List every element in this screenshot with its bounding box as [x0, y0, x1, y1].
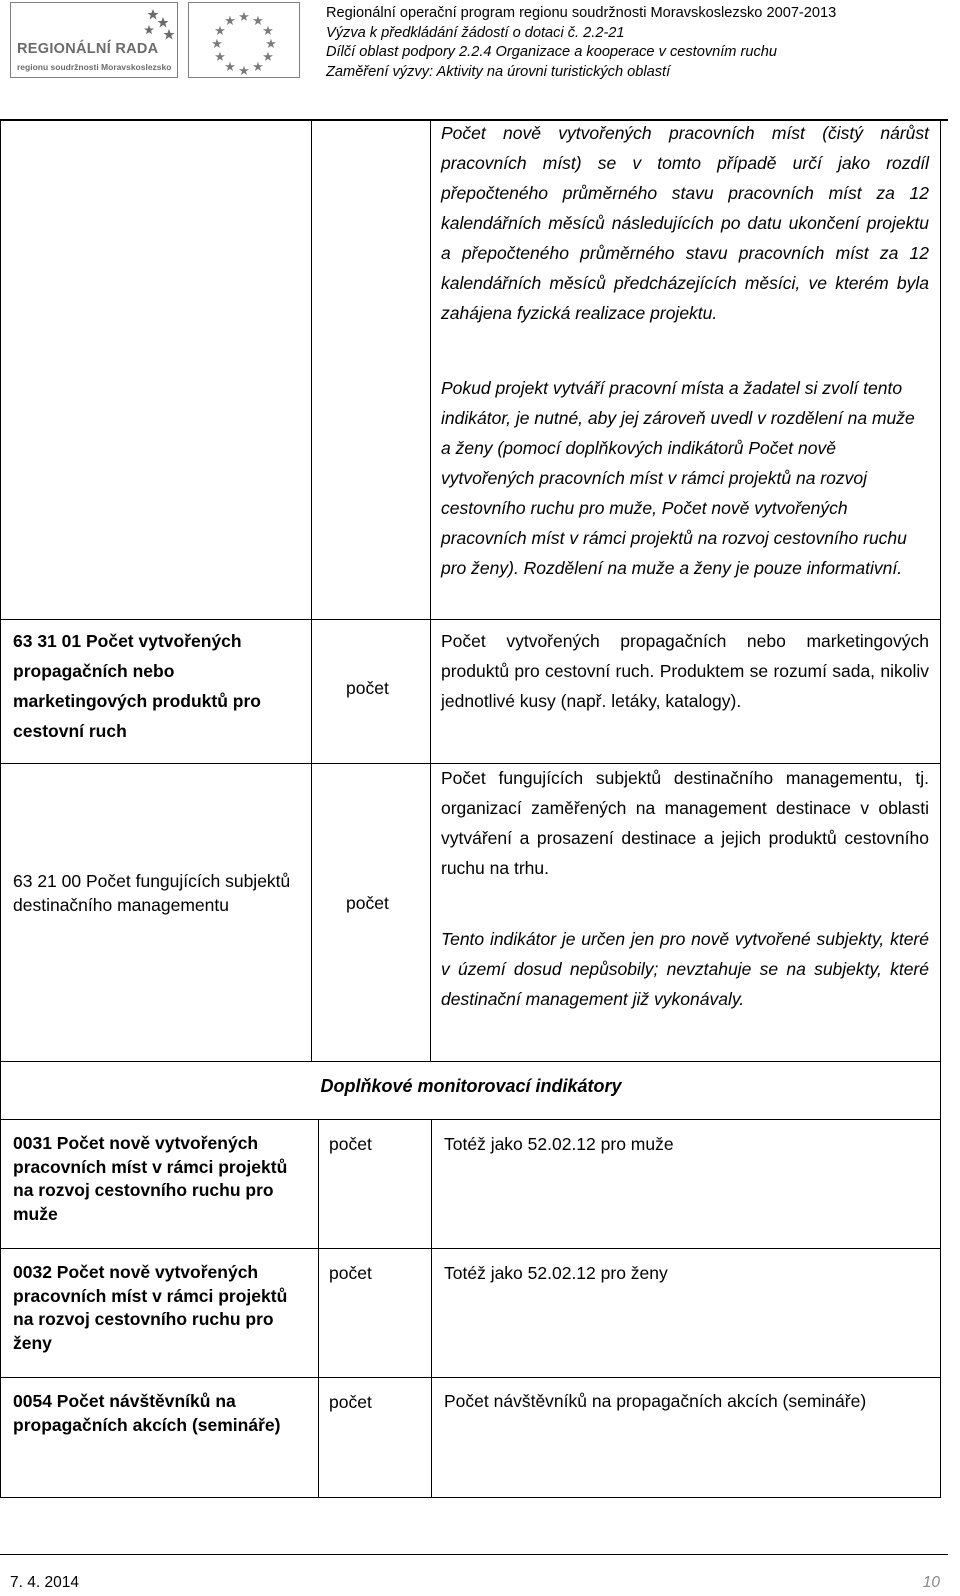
table-row-1-desc: [431, 620, 941, 764]
table-row-0-unit: [312, 121, 431, 620]
supplementary-heading: Doplňkové monitorovací indikátory: [320, 1076, 622, 1096]
supp-row-1-unit: počet: [329, 1263, 372, 1283]
row-1-description: Počet vytvořených propagačních nebo marketingových produktů pro cestovní ruch. Produktem se rozumí sada, nikoliv jednotlivé kusy (např. letáky, katalogy).: [441, 631, 929, 711]
table-row-1-name: [1, 620, 312, 764]
table-row-0-name: [1, 121, 312, 620]
supp-row-1-indicator-name: 0032 Počet nově vytvořených pracovních míst v rámci projektů na rozvoj cestovního ruchu pro ženy: [13, 1262, 288, 1353]
header-line-1: Regionální operační program regionu soudržnosti Moravskoslezsko 2007-2013: [326, 5, 837, 21]
table-row-2-name: [1, 764, 312, 1062]
supp-row-2-description: Počet návštěvníků na propagačních akcích (semináře): [444, 1391, 867, 1411]
table-row-0-desc: [431, 121, 941, 620]
eu-flag-logo: [188, 2, 300, 78]
svg-text:★: ★: [211, 37, 223, 52]
svg-text:★: ★: [224, 14, 236, 29]
regional-council-logo: [10, 2, 178, 78]
row-1-indicator-name: 63 31 01 Počet vytvořených propagačních nebo marketingových produktů pro cestovní ruch: [13, 631, 261, 741]
svg-text:★: ★: [214, 50, 226, 65]
supp-row-2-unit: počet: [329, 1392, 372, 1412]
header-line-3: Dílčí oblast podpory 2.2.4 Organizace a kooperace v cestovním ruchu: [326, 44, 778, 60]
row-2-description: Počet fungujících subjektů destinačního managementu, tj. organizací zaměřených na management destinace v oblasti vytváření a prosazení destinace a jejich produktů cestovního ruchu na trhu.: [441, 768, 929, 878]
row-0-paragraph-1: Počet nově vytvořených pracovních míst (čistý nárůst pracovních míst) se v tomto případě určí jako rozdíl přepočteného průměrného stavu pracovních míst za 12 kalendářních měsíců následujících po datu ukončení projektu a přepočteného průměrného stavu pracovních míst za 12 kalendářních měsíců předcházejících měsíci, ve kterém byla zahájena fyzická realizace projektu.: [441, 123, 929, 323]
header-line-2: Výzva k předkládání žádostí o dotaci č. 2.2-21: [326, 24, 625, 41]
header-line-4: Zaměření výzvy: Aktivity na úrovni turistických oblastí: [326, 63, 671, 80]
supp-row-2-unit: [319, 1378, 432, 1498]
supplementary-heading-box: [0, 1062, 941, 1120]
supplementary-heading-cell: [1, 1062, 941, 1120]
supp-row-0-desc: [432, 1120, 941, 1249]
page-header: [0, 0, 960, 86]
logo-title: REGIONÁLNÍ RADA: [17, 41, 159, 57]
svg-text:★: ★: [238, 10, 250, 25]
logo-subtitle: regionu soudržnosti Moravskoslezsko: [17, 62, 172, 72]
row-0-paragraph-2: Pokud projekt vytváří pracovní místa a žadatel si zvolí tento indikátor, je nutné, aby jej zároveň uvedl v rozdělení na muže a ženy (pomocí doplňkových indikátorů Počet nově vytvořených pracovních míst v rámci projektů na rozvoj cestovního ruchu pro muže, Počet nově vytvořených pracovních míst v rámci projektů na rozvoj cestovního ruchu pro ženy). Rozdělení na muže a ženy je pouze informativní.: [441, 378, 915, 578]
supp-row-1-name: [1, 1249, 319, 1378]
header-text: [326, 4, 836, 82]
supp-row-0-name: [1, 1120, 319, 1249]
row-1-unit: počet: [346, 678, 389, 698]
supp-row-0-indicator-name: 0031 Počet nově vytvořených pracovních míst v rámci projektů na rozvoj cestovního ruchu pro muže: [13, 1133, 288, 1224]
table-row-1-unit: [312, 620, 431, 764]
svg-text:★: ★: [265, 37, 277, 52]
supp-row-1-description: Totéž jako 52.02.12 pro ženy: [444, 1263, 668, 1283]
supp-row-1-desc: [432, 1249, 941, 1378]
supp-row-2-name: [1, 1378, 319, 1498]
supp-row-0-unit: počet: [329, 1134, 372, 1154]
svg-text:★: ★: [252, 14, 264, 29]
svg-text:★: ★: [262, 24, 274, 39]
row-2-note: Tento indikátor je určen jen pro nově vytvořené subjekty, které v území dosud nepůsobily; nevztahuje se na subjekty, které destinační management již vykonávaly.: [441, 929, 929, 1009]
row-2-unit: počet: [346, 893, 389, 913]
table-row-2-desc: [431, 764, 941, 1062]
row-2-indicator-name: 63 21 00 Počet fungujících subjektů destinačního managementu: [13, 871, 291, 915]
table-row-2-unit: [312, 764, 431, 1062]
svg-text:★: ★: [214, 24, 226, 39]
supp-row-0-description: Totéž jako 52.02.12 pro muže: [444, 1134, 674, 1154]
eu-stars-icon: [189, 3, 299, 77]
footer-date: 7. 4. 2014: [10, 1574, 79, 1591]
supp-row-2-desc: [432, 1378, 941, 1498]
supp-row-2-indicator-name: 0054 Počet návštěvníků na propagačních akcích (semináře): [13, 1391, 281, 1435]
page-number: 10: [922, 1574, 940, 1591]
supplementary-table: [0, 1120, 941, 1498]
footer-divider: [0, 1554, 948, 1555]
supp-row-1-unit: [319, 1249, 432, 1378]
svg-text:★: ★: [238, 64, 250, 77]
supp-row-0-unit: [319, 1120, 432, 1249]
svg-text:★: ★: [224, 60, 236, 75]
svg-text:★: ★: [262, 50, 274, 65]
svg-text:★: ★: [252, 60, 264, 75]
indicators-table: [0, 121, 941, 1062]
